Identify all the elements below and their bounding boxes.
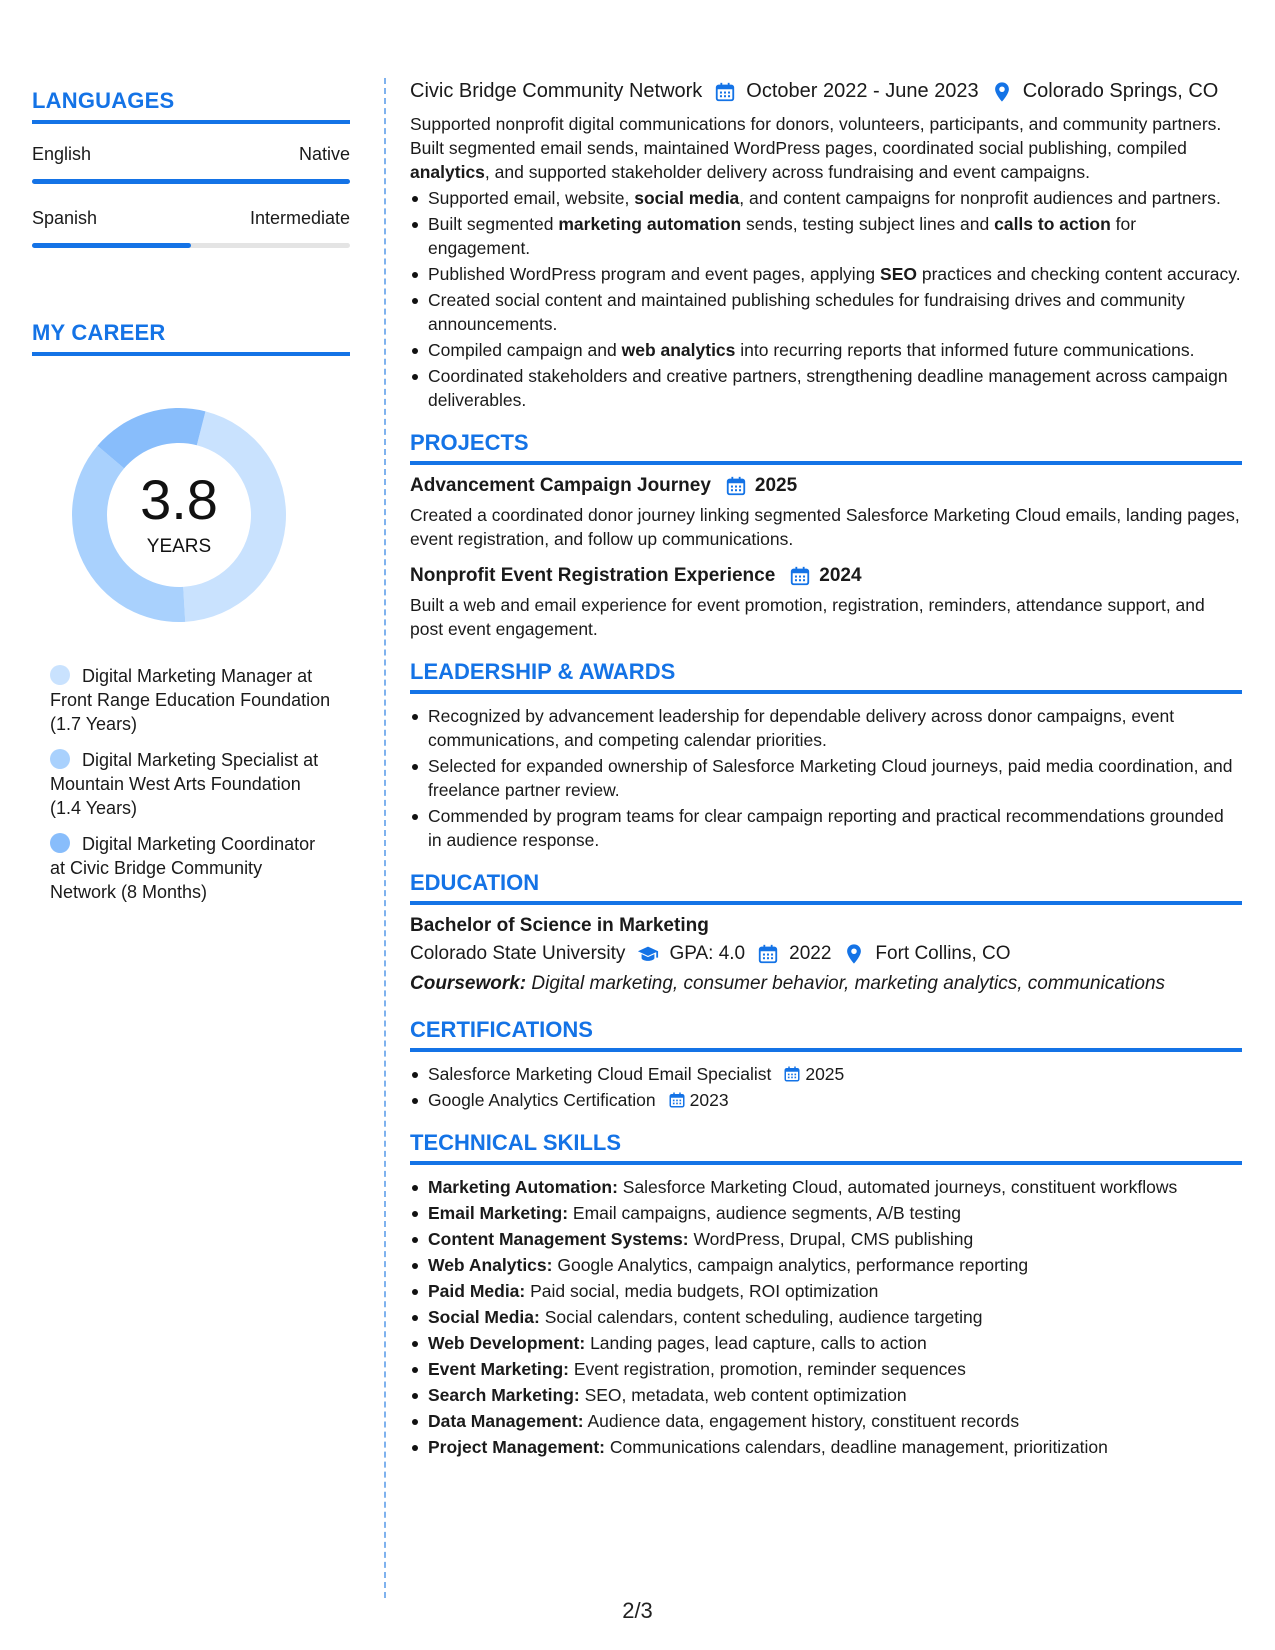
- language-proficiency-fill: [32, 179, 350, 184]
- skill-category: Data Management:: [428, 1411, 584, 1431]
- job-summary-text: Supported nonprofit digital communications for donors, volunteers, participants, and community partners. Built segmented email sends, maintained WordPress pages, coordinated social publishing, compiled: [410, 114, 1222, 158]
- project-item: [410, 475, 1242, 551]
- skill-values: Communications calendars, deadline management, prioritization: [604, 1437, 1108, 1457]
- career-legend-item: [50, 832, 332, 904]
- skill-item: [410, 1253, 1242, 1277]
- location-pin-icon: [991, 81, 1013, 103]
- project-title: Advancement Campaign Journey: [410, 475, 711, 496]
- leadership-item: Selected for expanded ownership of Salesforce Marketing Cloud journeys, paid media coordination, and freelance partner review.: [410, 754, 1242, 802]
- career-heading: MY CAREER: [32, 320, 350, 356]
- skill-values: WordPress, Drupal, CMS publishing: [688, 1229, 974, 1249]
- project-year: 2024: [819, 565, 862, 586]
- skill-category: Project Management:: [428, 1437, 605, 1457]
- skill-values: Audience data, engagement history, constituent records: [583, 1411, 1020, 1431]
- education-gpa: GPA: 4.0: [669, 943, 746, 964]
- career-donut-chart: [64, 400, 294, 630]
- job-bullet: Supported email, website, social media, and content campaigns for nonprofit audiences and partners.: [410, 186, 1242, 210]
- certification-name: Salesforce Marketing Cloud Email Specialist: [428, 1064, 772, 1084]
- project-item: [410, 565, 1242, 641]
- skill-values: Google Analytics, campaign analytics, performance reporting: [552, 1255, 1029, 1275]
- skill-category: Web Analytics:: [428, 1255, 553, 1275]
- skill-category: Paid Media:: [428, 1281, 526, 1301]
- skill-category: Search Marketing:: [428, 1385, 580, 1405]
- skill-values: Salesforce Marketing Cloud, automated journeys, constituent workflows: [617, 1177, 1178, 1197]
- skill-values: Landing pages, lead capture, calls to action: [585, 1333, 927, 1353]
- career-legend-item: [50, 664, 332, 736]
- job-summary-text: , and supported stakeholder delivery across fundraising and event campaigns.: [484, 162, 1090, 182]
- skill-values: SEO, metadata, web content optimization: [579, 1385, 907, 1405]
- certifications-heading: CERTIFICATIONS: [410, 1017, 1242, 1052]
- job-bullet: Published WordPress program and event pages, applying SEO practices and checking content accuracy.: [410, 262, 1242, 286]
- project-year: 2025: [754, 475, 798, 496]
- language-level: Native: [298, 144, 350, 164]
- career-legend-label: Digital Marketing Manager at Front Range Education Foundation (1.7 Years): [50, 666, 331, 734]
- calendar-icon: [725, 475, 747, 497]
- legend-dot: [50, 665, 70, 685]
- leadership-item: Commended by program teams for clear campaign reporting and practical recommendations grounded in audience response.: [410, 804, 1242, 852]
- skill-item: [410, 1175, 1242, 1199]
- education-heading: EDUCATION: [410, 870, 1242, 905]
- career-total-unit: YEARS: [146, 536, 212, 557]
- calendar-icon: [757, 943, 779, 965]
- languages-heading: LANGUAGES: [32, 88, 350, 124]
- certification-year: 2025: [805, 1064, 845, 1084]
- education-degree: Bachelor of Science in Marketing: [410, 915, 709, 936]
- leadership-heading: LEADERSHIP & AWARDS: [410, 659, 1242, 694]
- projects-heading: PROJECTS: [410, 430, 1242, 465]
- job-bullet: Created social content and maintained publishing schedules for fundraising drives and community announcements.: [410, 288, 1242, 336]
- language-proficiency-fill: [32, 243, 191, 248]
- certifications-list: [410, 1062, 1242, 1112]
- skill-item: [410, 1331, 1242, 1355]
- skill-values: Email campaigns, audience segments, A/B testing: [568, 1203, 962, 1223]
- job-bullets: [410, 186, 1242, 412]
- education-details: [410, 943, 1242, 965]
- certification-item: [410, 1088, 1242, 1112]
- job-summary-keyword: analytics: [410, 162, 485, 182]
- skills-list: [410, 1175, 1242, 1459]
- language-name: English: [32, 144, 92, 164]
- skills-heading: TECHNICAL SKILLS: [410, 1130, 1242, 1165]
- education-location: Fort Collins, CO: [875, 943, 1011, 964]
- language-proficiency-bar: [32, 243, 350, 248]
- skill-item: [410, 1357, 1242, 1381]
- sidebar: [32, 88, 350, 916]
- language-level: Intermediate: [249, 208, 350, 228]
- career-total-years: 3.8: [140, 468, 218, 531]
- certification-name: Google Analytics Certification: [428, 1090, 656, 1110]
- calendar-icon: [789, 565, 811, 587]
- education-school: Colorado State University: [410, 943, 626, 964]
- calendar-icon: [783, 1065, 801, 1083]
- calendar-icon: [668, 1091, 686, 1109]
- job-summary: [410, 112, 1242, 184]
- job-bullet: Compiled campaign and web analytics into recurring reports that informed future communications.: [410, 338, 1242, 362]
- certification-year: 2023: [689, 1090, 729, 1110]
- calendar-icon: [714, 81, 736, 103]
- main-content: [410, 80, 1242, 1461]
- skill-item: [410, 1201, 1242, 1225]
- page-number: 2/3: [622, 1598, 653, 1623]
- skill-category: Content Management Systems:: [428, 1229, 689, 1249]
- leadership-list: [410, 704, 1242, 852]
- language-item: [32, 208, 350, 248]
- career-legend-label: Digital Marketing Specialist at Mountain West Arts Foundation (1.4 Years): [50, 750, 319, 818]
- legend-dot: [50, 833, 70, 853]
- graduation-cap-icon: [637, 943, 659, 965]
- skill-category: Social Media:: [428, 1307, 540, 1327]
- career-legend-item: [50, 748, 332, 820]
- skill-values: Social calendars, content scheduling, audience targeting: [539, 1307, 983, 1327]
- skill-item: [410, 1305, 1242, 1329]
- job-location: Colorado Springs, CO: [1022, 80, 1219, 102]
- skill-item: [410, 1409, 1242, 1433]
- skill-category: Marketing Automation:: [428, 1177, 618, 1197]
- job-header: [410, 80, 1242, 103]
- education-coursework: [410, 973, 1242, 995]
- coursework-label: Coursework:: [410, 973, 527, 994]
- job-dates: October 2022 - June 2023: [746, 80, 979, 102]
- job-company: Civic Bridge Community Network: [410, 80, 703, 102]
- project-description: Created a coordinated donor journey linking segmented Salesforce Marketing Cloud emails, landing pages, event registration, and follow up communications.: [410, 505, 1240, 549]
- language-item: [32, 144, 350, 184]
- location-pin-icon: [843, 943, 865, 965]
- skill-values: Paid social, media budgets, ROI optimization: [525, 1281, 879, 1301]
- education-year: 2022: [789, 943, 832, 964]
- skill-category: Email Marketing:: [428, 1203, 569, 1223]
- skill-category: Web Development:: [428, 1333, 586, 1353]
- coursework-text: Digital marketing, consumer behavior, marketing analytics, communications: [526, 973, 1166, 994]
- language-proficiency-bar: [32, 179, 350, 184]
- legend-dot: [50, 749, 70, 769]
- skill-item: [410, 1227, 1242, 1251]
- job-bullet: Coordinated stakeholders and creative partners, strengthening deadline management across campaign deliverables.: [410, 364, 1242, 412]
- skill-values: Event registration, promotion, reminder sequences: [569, 1359, 966, 1379]
- certification-item: [410, 1062, 1242, 1086]
- career-legend-label: Digital Marketing Coordinator at Civic Bridge Community Network (8 Months): [50, 834, 316, 902]
- skill-item: [410, 1279, 1242, 1303]
- project-description: Built a web and email experience for event promotion, registration, reminders, attendance support, and post event engagement.: [410, 595, 1205, 639]
- job-bullet: Built segmented marketing automation sends, testing subject lines and calls to action for engagement.: [410, 212, 1242, 260]
- career-legend: [32, 664, 332, 904]
- project-title: Nonprofit Event Registration Experience: [410, 565, 776, 586]
- skill-item: [410, 1435, 1242, 1459]
- skill-category: Event Marketing:: [428, 1359, 569, 1379]
- leadership-item: Recognized by advancement leadership for dependable delivery across donor campaigns, event communications, and competing calendar priorities.: [410, 704, 1242, 752]
- skill-item: [410, 1383, 1242, 1407]
- career-donut-center: [64, 400, 294, 630]
- language-name: Spanish: [32, 208, 98, 228]
- column-divider: [384, 78, 386, 1598]
